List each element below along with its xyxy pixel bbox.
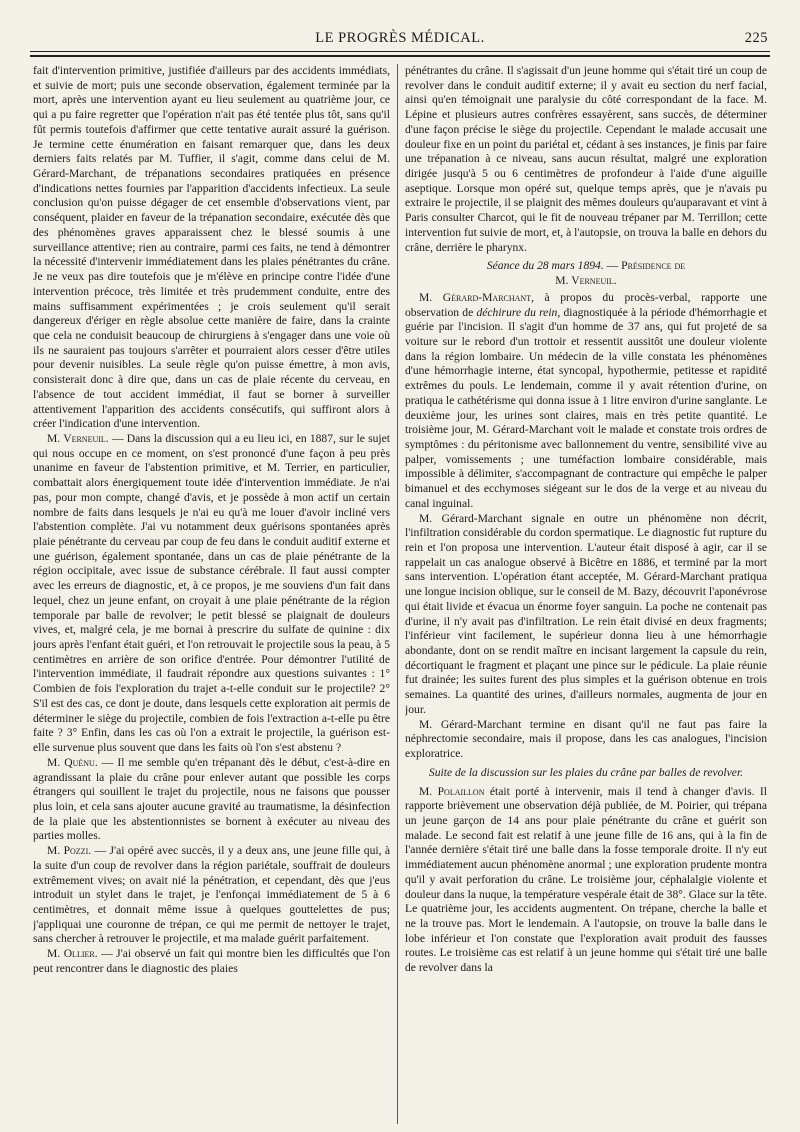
running-header: [30, 28, 770, 50]
header-rule-thick: [30, 55, 770, 57]
session-heading: [405, 259, 767, 288]
column-divider: [397, 64, 398, 1124]
journal-title: LE PROGRÈS MÉDICAL.: [315, 30, 485, 46]
paragraph-text: — J'ai observé un fait qui montre bien les difficultés que l'on peut rencontrer dans le diagnostic des plaies: [33, 947, 390, 975]
paragraph-text: — Dans la discussion qui a eu lieu ici, en 1887, sur le sujet qui nous occupe en ce moment, on s'est prononcé d'une façon à peu près unanime en faveur de l'abstention primitive, et M. Terrier, en particulier, combattait alors énergiquement toute idée d'intervention immédiate. Je n'ai pas, pour mon compte, changé d'avis, et je possède à mon actif un certain nombre de faits dans lesquels je n'ai eu qu'à me louer d'avoir incliné vers l'abstention complète. J'ai vu notamment deux guérisons spontanées après plaie pénétrante du cerveau par coup de feu dans le conduit auditif externe et une guérison, également spontanée, dans un cas de plaie pénétrante de la région occipitale, avec issue de substance cérébrale. Il faut aussi compter avec les erreurs de diagnostic, et, à ce propos, je me souviens d'un fait dans lequel, chez un jeune enfant, on croyait à une plaie pénétrante de la région temporale par balle de revolver; le petit blessé se plaignait de douleurs vives, et, malgré cela, je me bornai à prescrire du sulfate de quinine : dix jours après l'enfant était guéri, et l'on retrouvait le projectile sous la peau, à 5 centimètres en arrière de son orifice d'entrée. Pour démontrer l'utilité de l'intervention immédiate, il faudrait répondre aux questions suivantes : 1° Combien de fois l'exploration du trajet a-t-elle conduit sur le projectile? 2° S'il est des cas, ce dont je doute, dans lesquels cette exploration ait permis de déterminer le siège du projectile, combien de fois l'extraction a-t-elle pu être faite ? 3° Enfin, dans les cas où l'on a extrait le projectile, la guérison est-elle survenue plus souvent que dans les faits où l'on s'est abstenu ?: [33, 431, 390, 755]
paragraph: [405, 785, 767, 976]
session-date: Séance du 28 mars 1894.: [486, 259, 604, 273]
section-subheading: Suite de la discussion sur les plaies du crâne par balles de revolver.: [428, 765, 744, 779]
paragraph: fait d'intervention primitive, justifiée d'ailleurs par des accidents immédiats, et suivie de mort; puis une seconde observation, également terminée par la mort, après une intervention ayant eu lieu seulement au quatrième jour, ce qui a pu faire regretter que l'opération n'ait pas été tentée plus tôt, sans qu'il fût permis toutefois d'affirmer que cette tentative aurait assuré la guérison. Je termine cette énumération en faisant remarquer que, dans les deux derniers faits relatés par M. Tuffier, il s'agit, comme dans celui de M. Gérard-Marchant, de trépanations secondaires pratiquées en présence d'indications nettes fournies par l'apparition d'accidents infectieux. La seule conclusion qu'on puisse dégager de cet ensemble d'observations vient, par conséquent, plaider en faveur de la trépanation secondaire, exécutée dès que des phénomènes graves apparaissent chez le blessé soumis à une surveillance attentive; rien au contraire, parmi ces faits, ne tend à démontrer la nécessité d'intervenir immédiatement dans les plaies pénétrantes du crâne. Je ne veux pas dire toutefois que je m'élève en principe contre l'idée d'une intervention précoce, très limitée et très prudemment conduite, entre des mains suffisamment expérimentées ; je crois seulement qu'il serait dangereux d'ériger en règle absolue cette manière de faire, dans la crainte que cela ne conduisit beaucoup de chirurgiens à s'engager dans une voie où ils ne sauraient pas toujours s'arrêter et pourraient alors cesser d'être utiles pour devenir nuisibles. La seule règle qu'on puisse émettre, à mon avis, consisterait donc à dire que, dans un cas de plaie récente du cerveau, en l'absence de tout accident immédiat, il faut se borner à surveiller attentivement l'apparition des accidents consécutifs, qui suffiront alors à créer l'indication d'une intervention.: [33, 64, 390, 431]
speaker-name: M. Gérard-Marchant,: [419, 290, 534, 304]
paragraph: M. Gérard-Marchant signale en outre un phénomène non décrit, l'infiltration considérable du cordon spermatique. Le diagnostic fut rupture du rein et l'on proposa une intervention. L'auteur était disposé à agir, car il se rappelait un cas analogue observé à Bicêtre en 1886, et terminé par la mort sans intervention. L'opération étant acceptée, M. Gérard-Marchant pratiqua une longue incision oblique, sur le conseil de M. Bazy, découvrit l'aponévrose qui était livide et évacua un énorme foyer sanguin. La poche ne contenait pas d'urine, il n'y avait pas d'infiltration. Le rein était divisé en deux fragments; l'inférieur vint facilement, le supérieur donna lieu à une hémorrhagie abondante, dont on se rendit maître en incisant largement la capsule du rein, décortiquant le fragment et plaçant une pince sur le pédicule. La plaie réunie fut drainée; les suites furent des plus simples et la guérison obtenue en trois semaines. La quantité des urines, d'ailleurs normales, augmenta de jour en jour.: [405, 511, 767, 716]
speaker-name: M. Verneuil.: [47, 431, 109, 445]
paragraph: [33, 844, 390, 947]
paragraph-text: diagnostiquée à la période d'hémorrhagie et guérie par l'incision. Il s'agit d'un homme de 37 ans, qui fut projeté de sa voiture sur le rebord d'un trottoir et ressentit aussitôt une douleur violente dans la région lombaire. Un médecin de la ville constata les phénomènes d'une hémorrhagie interne, état syncopal, hypothermie, petitesse et rapidité extrêmes du pouls. Le lendemain, comme il y avait rétention d'urine, on pratiqua le cathétérisme qui donna issue à 1 litre environ d'urine sanglante. Le deuxième jour, les urines sont claires, mais en très petite quantité. Le troisième jour, M. Gérard-Marchant voit le malade et constate trois ordres de symptômes : du péritonisme avec ballonnement du ventre, sensibilité vive au palper, vomissements ; une tuméfaction lombaire considérable, mais impossible à délimiter, s'accompagnant de contracture qui empêche le palper bimanuel et des ecchymoses siégeant sur le dos de la verge et au niveau du canal inguinal.: [405, 305, 767, 510]
paragraph: [33, 432, 390, 756]
speaker-name: M. Quénu.: [47, 755, 98, 769]
session-presidency: — Présidence de: [603, 259, 686, 273]
paragraph: M. Gérard-Marchant termine en disant qu'il ne faut pas faire la néphrectomie secondaire, mais il propose, dans les cas analogues, l'incision exploratrice.: [405, 717, 767, 761]
page-number: 225: [744, 30, 768, 46]
header-rule-thin: [30, 51, 770, 52]
paragraph: [33, 947, 390, 976]
speaker-name: M. Ollier.: [47, 947, 98, 961]
paragraph-text: — J'ai opéré avec succès, il y a deux ans, une jeune fille qui, à la suite d'un coup de revolver dans la région pariétale, souffrait de douleurs extrêmement vives; on avait nié la pénétration, et cependant, dès que j'eus introduit un stylet dans le trajet, je l'enfonçai immédiatement de 5 à 6 centimètres, et donnait même issue à quelques gouttelettes de pus; j'appliquai une couronne de trépan, ce qui me permit de nettoyer le trajet, sans chercher à retrouver le projectile, et ma malade guérit parfaitement.: [33, 844, 390, 946]
paragraph-text: — Il me semble qu'en trépanant dès le début, c'est-à-dire en agrandissant la plaie du crâne pour enlever autant que possible les corps étrangers qui souillent le trajet du projectile, nous ne faisons que pousser plus loin, et cela sans ajouter aucune gravité au traumatisme, la désinfection de la plaie que les abstentionnistes se bornent à exécuter au niveau des parties molles.: [33, 755, 390, 843]
italic-term: déchirure du rein,: [476, 305, 561, 319]
speaker-name: M. Polaillon: [419, 784, 485, 798]
paragraph-text: était porté à intervenir, mais il tend à changer d'avis. Il rapporte brièvement une observation déjà publiée, de M. Poirier, qui trépana un jeune garçon de 14 ans pour plaie pénétrante du crâne et guérit son malade. Le second fait est relatif à une jeune fille de 16 ans, qui à la fin de l'année dernière s'était tiré une balle dans la fosse temporale droite. Il n'y eut immédiatement aucun phénomène anormal ; une exploration prudente montra qu'il y avait perforation du crâne. Le troisième jour, céphalalgie violente et douleur dans la nuque, la température vespérale était de 38°. Glace sur la tête. Le quatrième jour, les accidents augmentent. On trépane, cherche la balle et ne la trouve pas. Mort le lendemain. A l'autopsie, on trouve la balle dans le lobe inférieur et l'on constate que l'exploration avait produit des fausses routes. Le troisième cas est relatif à un jeune homme qui s'était tiré une balle de revolver dans la: [405, 784, 767, 975]
right-column: [405, 64, 767, 1124]
paragraph: [405, 291, 767, 512]
paragraph-text: à propos du procès-verbal, rapporte une observation de: [405, 290, 767, 319]
paragraph: [33, 756, 390, 844]
session-president: M. Verneuil.: [555, 274, 617, 288]
paragraph: pénétrantes du crâne. Il s'agissait d'un jeune homme qui s'était tiré un coup de revolver dans le conduit auditif externe; il y avait eu section du nerf facial, ainsi qu'en témoignait une paralysie du côté correspondant de la face. M. Lépine et plusieurs autres confrères essayèrent, sans succès, de déterminer d'une façon précise le siège du projectile. Cependant le malade accusait une douleur fixe en un point du pariétal et, cédant à ses instances, je finis par faire une trépanation à ce niveau, sans aucun résultat, malgré une exploration dirigée jusqu'à 5 ou 6 centimètres de profondeur à l'aide d'une aiguille aseptique. Lorsque mon opéré sut, quelque temps après, que je n'avais pu extraire le projectile, il se plaignit des mêmes douleurs qu'auparavant et vint à Paris consulter Charcot, qui le fit de nouveau trépaner par M. Terrillon; cette intervention fut suivie de mort, et, à l'autopsie, on trouva la balle en dehors du crâne, derrière le pharynx.: [405, 64, 767, 254]
speaker-name: M. Pozzi.: [47, 844, 92, 858]
left-column: [33, 64, 390, 1124]
